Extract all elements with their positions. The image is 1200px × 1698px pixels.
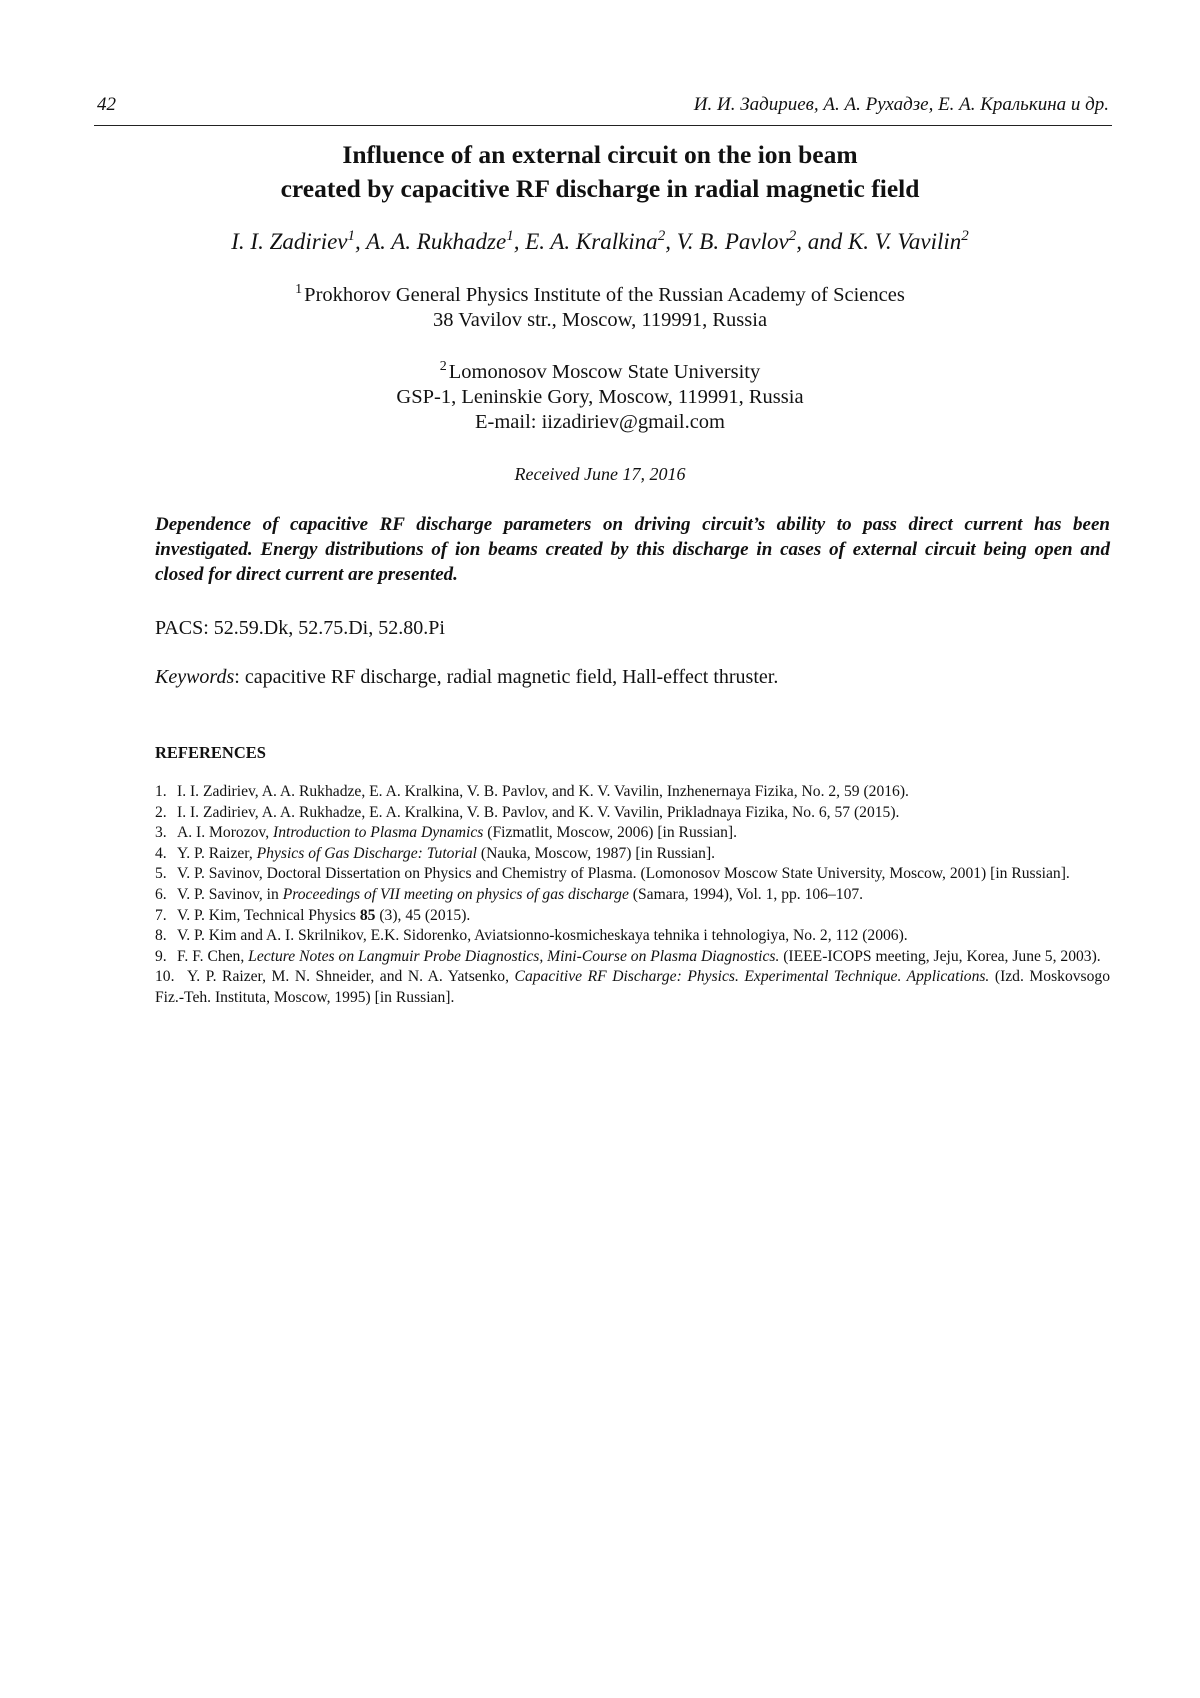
page-number: 42 <box>97 94 116 115</box>
reference-number: 10. <box>155 968 175 986</box>
reference-text: V. P. Savinov, Doctoral Dissertation on Physics and Chemistry of Plasma. (Lomonosov Moscow State University, Moscow, 2001) [in Russian]. <box>177 865 1070 883</box>
keywords-label: Keywords <box>155 666 235 688</box>
affiliation-mark: 1 <box>295 282 303 297</box>
affiliation-mark: 2 <box>439 359 447 374</box>
reference-text: Y. P. Raizer, <box>177 844 257 862</box>
abstract: Dependence of capacitive RF discharge parameters on driving circuit’s ability to pass direct current has been investigated. Energy distributions of ion beams created by this discharge in cases of external circuit being open and closed for direct current are presented. <box>155 514 1110 585</box>
affiliation-institution: Lomonosov Moscow State University <box>448 361 761 383</box>
author: E. A. Kralkina <box>525 229 658 254</box>
reference-title: Lecture Notes on Langmuir Probe Diagnostics, Mini-Course on Plasma Diagnostics. <box>248 947 780 965</box>
reference-item <box>155 844 1110 865</box>
author-separator: , <box>355 229 367 254</box>
reference-text: F. F. Chen, <box>177 947 249 965</box>
reference-text: Y. P. Raizer, M. N. Shneider, and N. A. Yatsenko, <box>187 968 515 986</box>
author-affil-mark: 2 <box>961 228 969 244</box>
reference-volume: 85 <box>359 906 376 924</box>
reference-item <box>155 803 1110 824</box>
reference-text: (3), 45 (2015). <box>375 906 471 924</box>
reference-number: 2. <box>155 803 167 821</box>
reference-text: V. P. Kim, Technical Physics <box>177 906 360 924</box>
reference-number: 8. <box>155 927 167 945</box>
reference-item <box>155 823 1110 844</box>
running-head <box>97 94 1109 120</box>
author-separator: , <box>665 229 677 254</box>
title-line-1: Influence of an external circuit on the ion beam <box>342 140 858 169</box>
reference-text: I. I. Zadiriev, A. A. Rukhadze, E. A. Kralkina, V. B. Pavlov, and K. V. Vavilin, Prikladnaya Fizika, No. 6, 57 (2015). <box>177 803 900 821</box>
keywords <box>155 666 778 689</box>
reference-text: (Izd. Moskovsogo Fiz.-Teh. Instituta, Moscow, 1995) [in Russian]. <box>155 968 1110 1006</box>
reference-title: Capacitive RF Discharge: Physics. Experimental Technique. Applications. <box>514 968 990 986</box>
author-affil-mark: 1 <box>506 228 514 244</box>
references-heading: REFERENCES <box>155 743 266 762</box>
reference-item <box>155 885 1110 906</box>
reference-number: 5. <box>155 865 167 883</box>
author-separator: , <box>513 229 526 254</box>
reference-text: (IEEE-ICOPS meeting, Jeju, Korea, June 5, 2003). <box>779 947 1101 965</box>
author-affil-mark: 2 <box>788 228 797 244</box>
reference-text: (Samara, 1994), Vol. 1, pp. 106–107. <box>628 885 864 903</box>
affiliation-address: GSP-1, Leninskie Gory, Moscow, 119991, Russia <box>396 386 804 408</box>
affiliation-address: 38 Vavilov str., Moscow, 119991, Russia <box>432 309 768 331</box>
contact-email[interactable]: E-mail: iizadiriev@gmail.com <box>475 411 725 433</box>
reference-item <box>155 967 1110 1008</box>
keywords-text: : capacitive RF discharge, radial magnetic field, Hall-effect thruster. <box>234 666 779 688</box>
author-affil-mark: 1 <box>347 228 356 244</box>
running-head-authors: И. И. Задириев, А. А. Рухадзе, Е. А. Кралькина и др. <box>693 94 1109 115</box>
reference-item <box>155 782 1110 803</box>
reference-list <box>155 782 1110 1009</box>
reference-item <box>155 906 1110 927</box>
reference-item <box>155 864 1110 885</box>
author: I. I. Zadiriev <box>231 229 348 254</box>
pacs-codes: PACS: 52.59.Dk, 52.75.Di, 52.80.Pi <box>155 617 445 639</box>
header-rule <box>94 125 1112 126</box>
reference-number: 6. <box>155 885 167 903</box>
received-date: Received June 17, 2016 <box>514 464 686 484</box>
reference-title: Proceedings of VII meeting on physics of gas discharge <box>282 885 629 903</box>
reference-text: I. I. Zadiriev, A. A. Rukhadze, E. A. Kralkina, V. B. Pavlov, and K. V. Vavilin, Inzhenernaya Fizika, No. 2, 59 (2016). <box>177 783 909 800</box>
reference-text: V. P. Kim and A. I. Skrilnikov, E.K. Sidorenko, Aviatsionno-kosmicheskaya tehnika i tehnologiya, No. 2, 112 (2006). <box>177 927 908 945</box>
title-line-2: created by capacitive RF discharge in radial magnetic field <box>280 174 920 203</box>
reference-number: 9. <box>155 947 167 965</box>
reference-item <box>155 926 1110 947</box>
paper-title <box>150 138 1050 206</box>
reference-number: 7. <box>155 906 167 924</box>
affiliation-2 <box>150 360 1050 435</box>
reference-number: 4. <box>155 844 167 862</box>
reference-title: Physics of Gas Discharge: Tutorial <box>256 844 477 862</box>
affiliation-1 <box>150 283 1050 333</box>
reference-text: V. P. Savinov, in <box>177 885 283 903</box>
author-affil-mark: 2 <box>657 228 666 244</box>
reference-text: (Fizmatlit, Moscow, 2006) [in Russian]. <box>483 824 738 842</box>
reference-text: (Nauka, Moscow, 1987) [in Russian]. <box>477 844 716 862</box>
reference-number: 1. <box>155 783 167 800</box>
author: A. A. Rukhadze <box>366 229 507 254</box>
reference-item <box>155 947 1110 968</box>
author-separator: , and <box>796 229 848 254</box>
author: V. B. Pavlov <box>676 229 789 254</box>
affiliation-institution: Prokhorov General Physics Institute of the Russian Academy of Sciences <box>304 284 905 306</box>
reference-title: Introduction to Plasma Dynamics <box>273 824 484 842</box>
reference-text: A. I. Morozov, <box>177 824 273 842</box>
reference-number: 3. <box>155 824 167 842</box>
author-list <box>150 227 1050 257</box>
author: K. V. Vavilin <box>847 229 962 254</box>
